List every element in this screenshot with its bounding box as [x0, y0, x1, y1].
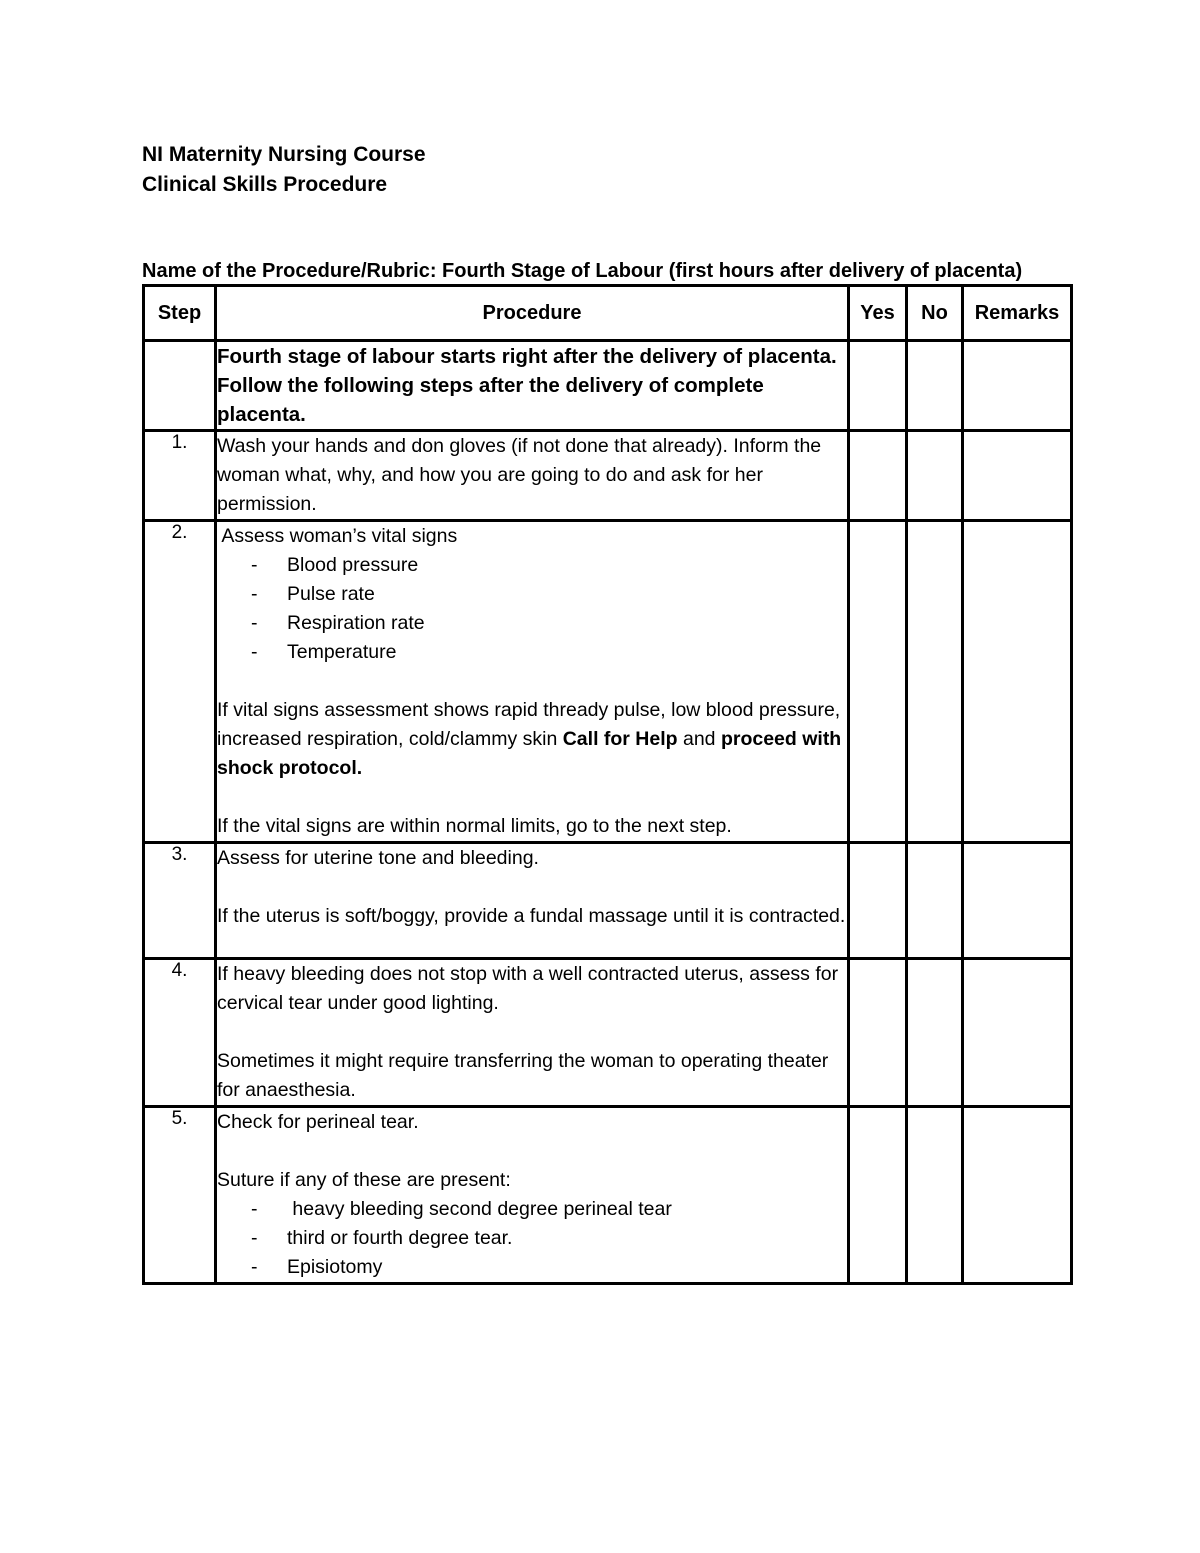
- column-header-step: Step: [144, 286, 216, 341]
- no-checkbox-cell[interactable]: [907, 431, 963, 521]
- step-number: 4.: [144, 959, 216, 1107]
- step-cell-empty: [144, 341, 216, 431]
- procedure-text: Sometimes it might require transferring the woman to operating theater for anaesthesia.: [217, 1050, 829, 1101]
- procedure-cell: [216, 341, 849, 431]
- list-item: - heavy bleeding second degree perineal tear: [251, 1195, 847, 1224]
- step-number: 5.: [144, 1107, 216, 1284]
- normal-limits-text: If the vital signs are within normal limits, go to the next step.: [217, 815, 732, 837]
- call-for-help-text: Call for Help: [562, 728, 678, 750]
- list-item: - third or fourth degree tear.: [251, 1224, 847, 1253]
- no-checkbox-cell[interactable]: [907, 959, 963, 1107]
- procedure-text: Suture if any of these are present:: [217, 1169, 511, 1191]
- warning-and-text: and: [677, 728, 721, 750]
- table-row-step-5: [144, 1107, 1072, 1284]
- procedure-cell: [216, 521, 849, 843]
- table-row-intro: [144, 341, 1072, 431]
- table-row-step-2: [144, 521, 1072, 843]
- procedure-text: If heavy bleeding does not stop with a well contracted uterus, assess for cervical tear under good lighting.: [217, 963, 839, 1014]
- course-title: NI Maternity Nursing Course: [142, 143, 426, 166]
- list-item: - Blood pressure: [251, 551, 847, 580]
- procedure-text: Wash your hands and don gloves (if not done that already). Inform the woman what, why, and how you are going to do and ask for her permission.: [217, 435, 822, 515]
- procedure-cell: [216, 1107, 849, 1284]
- step-number: 1.: [144, 431, 216, 521]
- rubric-title: Name of the Procedure/Rubric: Fourth Stage of Labour (first hours after delivery of placenta): [142, 260, 1023, 282]
- table-row-step-3: [144, 843, 1072, 959]
- procedure-text: If the uterus is soft/boggy, provide a fundal massage until it is contracted.: [217, 905, 846, 927]
- procedure-cell: [216, 431, 849, 521]
- procedure-text: Check for perineal tear.: [217, 1111, 419, 1133]
- column-header-yes: Yes: [849, 286, 907, 341]
- procedure-text: Assess for uterine tone and bleeding.: [217, 847, 539, 869]
- list-item: - Pulse rate: [251, 580, 847, 609]
- column-header-procedure: Procedure: [216, 286, 849, 341]
- no-checkbox-cell[interactable]: [907, 843, 963, 959]
- procedure-checklist-table: [142, 284, 1073, 1285]
- intro-text: Fourth stage of labour starts right after the delivery of placenta. Follow the following steps after the delivery of complete placenta.: [217, 345, 837, 426]
- shock-protocol-text: proceed with shock protocol.: [217, 728, 842, 779]
- step-number: 3.: [144, 843, 216, 959]
- remarks-cell[interactable]: [963, 341, 1072, 431]
- procedure-cell: [216, 843, 849, 959]
- remarks-cell[interactable]: [963, 1107, 1072, 1284]
- no-checkbox-cell[interactable]: [907, 341, 963, 431]
- table-row-step-1: [144, 431, 1072, 521]
- remarks-cell[interactable]: [963, 521, 1072, 843]
- procedure-lead-text: Assess woman’s vital signs: [217, 525, 458, 547]
- yes-checkbox-cell[interactable]: [849, 843, 907, 959]
- list-item: - Episiotomy: [251, 1253, 847, 1282]
- no-checkbox-cell[interactable]: [907, 521, 963, 843]
- list-item: - Respiration rate: [251, 609, 847, 638]
- column-header-remarks: Remarks: [963, 286, 1072, 341]
- yes-checkbox-cell[interactable]: [849, 1107, 907, 1284]
- table-header-row: [144, 286, 1072, 341]
- no-checkbox-cell[interactable]: [907, 1107, 963, 1284]
- remarks-cell[interactable]: [963, 431, 1072, 521]
- list-item: - Temperature: [251, 638, 847, 667]
- yes-checkbox-cell[interactable]: [849, 341, 907, 431]
- document-header: [142, 140, 426, 200]
- step-number: 2.: [144, 521, 216, 843]
- suture-conditions-list: [217, 1195, 847, 1282]
- document-subtitle: Clinical Skills Procedure: [142, 173, 388, 196]
- column-header-no: No: [907, 286, 963, 341]
- procedure-cell: [216, 959, 849, 1107]
- remarks-cell[interactable]: [963, 959, 1072, 1107]
- yes-checkbox-cell[interactable]: [849, 431, 907, 521]
- yes-checkbox-cell[interactable]: [849, 959, 907, 1107]
- yes-checkbox-cell[interactable]: [849, 521, 907, 843]
- shock-warning-text: [217, 696, 847, 783]
- remarks-cell[interactable]: [963, 843, 1072, 959]
- warning-text: If vital signs assessment shows rapid thready pulse, low blood pressure, increased respiration, cold/clammy skin: [217, 699, 841, 750]
- vital-signs-list: [217, 551, 847, 667]
- table-row-step-4: [144, 959, 1072, 1107]
